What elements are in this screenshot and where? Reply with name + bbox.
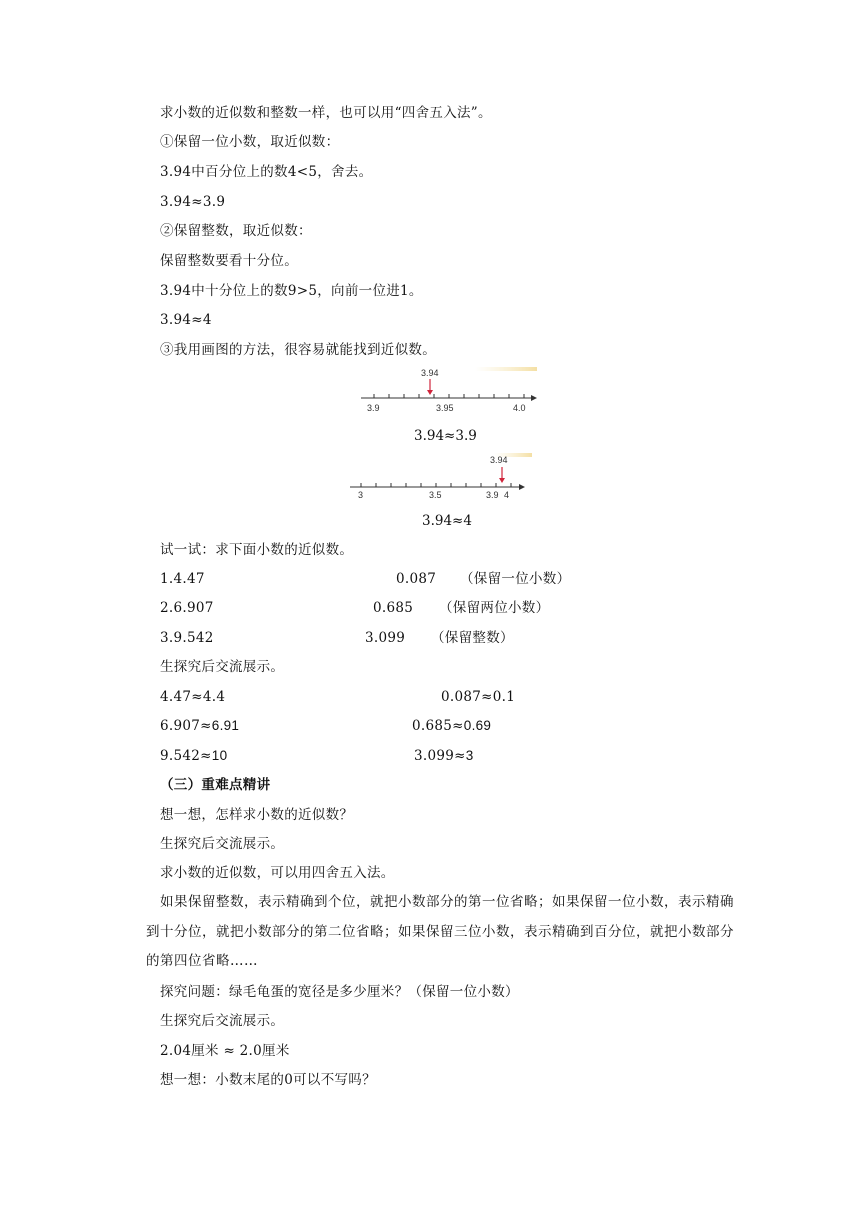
- answer-right: 0.685≈: [412, 718, 464, 734]
- answer: [160, 747, 227, 765]
- text-line: 生探究后交流展示。: [160, 836, 285, 852]
- text-line: 想一想：小数末尾的0可以不写吗？: [160, 1072, 376, 1088]
- exercise-item: 3.9.542: [160, 630, 214, 646]
- answer-left-value: 6.91: [211, 718, 240, 733]
- answer-left: 6.907≈: [160, 718, 212, 734]
- exercise-item: 1.4.47: [160, 571, 205, 587]
- text-line: 求小数的近似数和整数一样，也可以用“四舍五入法”。: [160, 105, 492, 121]
- text-line: 生探究后交流展示。: [160, 659, 285, 675]
- text-line: 3.94≈4: [160, 312, 212, 328]
- text-line: 探究问题：绿毛龟蛋的宽径是多少厘米？（保留一位小数）: [160, 984, 519, 1000]
- tick-label: 3.9: [486, 490, 499, 500]
- paragraph: 如果保留整数，表示精确到个位，就把小数部分的第一位省略；如果保留一位小数，表示精确到十分位，就把小数部分的第二位省略；如果保留三位小数，表示精确到百分位，就把小数部分的第四位省略……: [146, 894, 734, 970]
- figure-caption: 3.94≈3.9: [414, 428, 477, 444]
- tick-label: 3: [358, 490, 364, 500]
- answer-right: 0.087≈: [441, 689, 493, 705]
- text-line: 3.94中百分位上的数4<5，舍去。: [160, 164, 373, 180]
- exercise-item: 3.099: [365, 630, 406, 646]
- tick-label: 4: [504, 490, 510, 500]
- marker-arrowhead: [427, 390, 433, 395]
- figure-caption: 3.94≈4: [422, 513, 472, 529]
- exercise-note: （保留两位小数）: [439, 600, 550, 616]
- marker-arrowhead: [499, 478, 505, 483]
- answer: [160, 717, 239, 735]
- text-line: 生探究后交流展示。: [160, 1013, 285, 1029]
- text-line: 求小数的近似数，可以用四舍五入法。: [160, 865, 395, 881]
- exercise-item: 0.087: [396, 571, 437, 587]
- exercise-item: 2.6.907: [160, 600, 214, 616]
- text-line: 3.94中十分位上的数9>5，向前一位进1。: [160, 283, 423, 299]
- exercise-note: （保留整数）: [431, 630, 514, 646]
- tick-label: 3.5: [429, 490, 442, 500]
- answer-right-value: 3: [465, 748, 474, 763]
- text-line: ②保留整数，取近似数：: [160, 223, 312, 239]
- answer-right-value: 0.69: [463, 718, 492, 733]
- answer-right: 3.099≈: [414, 748, 466, 764]
- marker-label: 3.94: [490, 455, 508, 465]
- text-line: 3.94≈3.9: [160, 194, 226, 210]
- number-line-figure-1: [355, 364, 545, 416]
- exercise-note: （保留一位小数）: [460, 571, 571, 587]
- answer-left-value: 4.4: [202, 689, 226, 705]
- tick-label: 3.95: [436, 403, 454, 413]
- exercise-title: 试一试：求下面小数的近似数。: [160, 542, 354, 558]
- answer-left: 9.542≈: [160, 748, 212, 764]
- answer-left-value: 10: [211, 748, 228, 763]
- answer-left: 4.47≈: [160, 689, 203, 705]
- tick-label: 3.9: [367, 403, 380, 413]
- text-line: ③我用画图的方法，很容易就能找到近似数。: [160, 342, 436, 358]
- text-line: 保留整数要看十分位。: [160, 253, 298, 269]
- answer: [441, 688, 515, 706]
- text-line: 2.04厘米 ≈ 2.0厘米: [160, 1043, 290, 1059]
- section-heading: （三）重难点精讲: [160, 777, 271, 793]
- tick-label: 4.0: [513, 403, 526, 413]
- text-line: 想一想，怎样求小数的近似数？: [160, 807, 354, 823]
- answer: [414, 747, 474, 765]
- text-line: ①保留一位小数，取近似数：: [160, 134, 340, 150]
- marker-label: 3.94: [421, 368, 439, 378]
- answer: [160, 688, 225, 706]
- number-line-figure-2: [344, 450, 539, 502]
- answer: [412, 717, 491, 735]
- answer-right-value: 0.1: [492, 689, 516, 705]
- exercise-item: 0.685: [373, 600, 414, 616]
